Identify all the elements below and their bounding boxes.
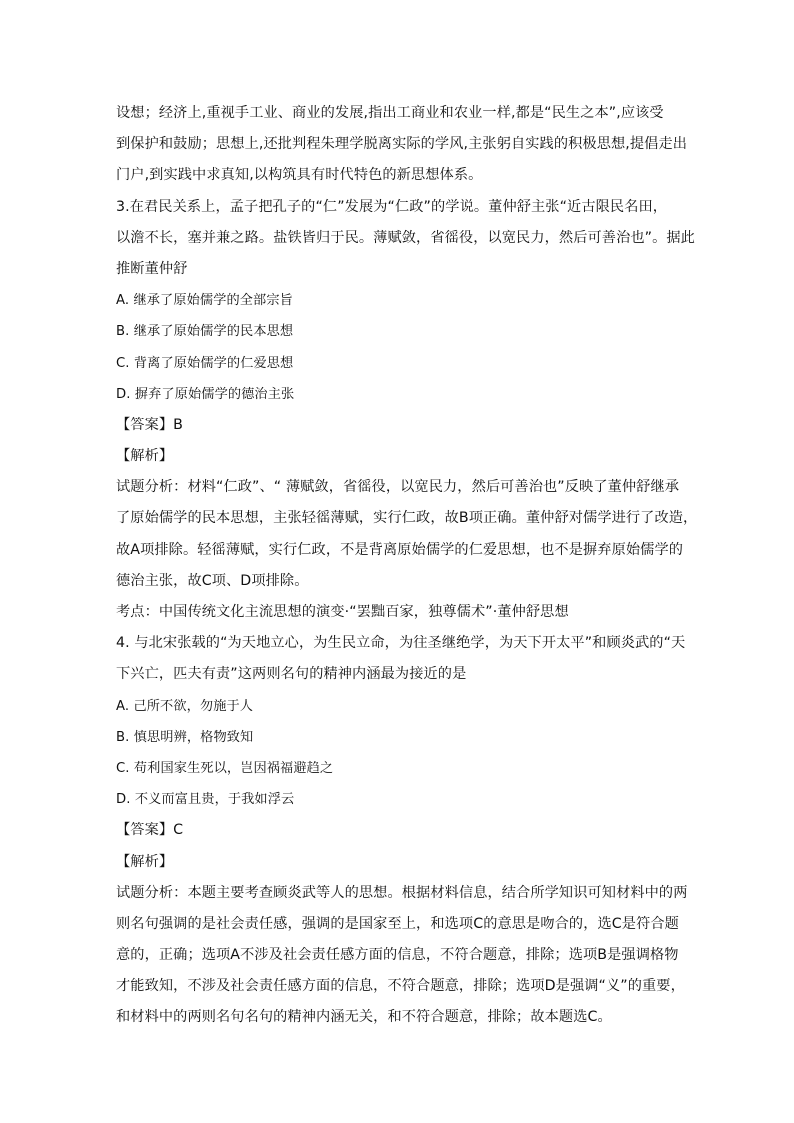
- question-3-option-b: B. 继承了原始儒学的民本思想: [116, 324, 294, 340]
- question-4-analysis: 和材料中的两则名句名句的精神内涵无关，和不符合题意，排除；故本题选C。: [116, 1009, 612, 1026]
- question-4-analysis: 才能致知，不涉及社会责任感方面的信息，不符合题意，排除；选项D是强调“义”的重要，: [116, 978, 685, 995]
- question-3-stem: 以澹不长，塞并兼之路。盐铁皆归于民。薄赋敛，省徭役，以宽民力，然后可善治也”。据此: [116, 229, 695, 246]
- question-4-option-c: C. 苟利国家生死以，岂因祸福避趋之: [116, 760, 334, 776]
- text-line: 门户,到实践中求真知,以构筑具有时代特色的新思想体系。: [116, 167, 483, 184]
- question-3-stem: 推断董仲舒: [116, 260, 188, 277]
- question-4-analysis: 则名句强调的是社会责任感，强调的是国家至上，和选项C的意思是吻合的，选C是符合题: [116, 915, 679, 932]
- question-3-knowledge-point: 考点：中国传统文化主流思想的演变·“罢黜百家，独尊儒术”·董仲舒思想: [116, 604, 569, 620]
- question-3-option-d: D. 摒弃了原始儒学的德治主张: [116, 386, 295, 402]
- question-3-option-a: A. 继承了原始儒学的全部宗旨: [116, 293, 293, 309]
- question-4-answer: 【答案】C: [116, 822, 184, 839]
- question-4-option-d: D. 不义而富且贵，于我如浮云: [116, 792, 295, 808]
- question-3-answer: 【答案】B: [116, 416, 183, 433]
- text-line: 设想；经济上,重视手工业、商业的发展,指出工商业和农业一样,都是“民生之本”,应该受: [116, 105, 664, 121]
- question-4-option-b: B. 慎思明辨，格物致知: [116, 729, 254, 745]
- question-3-analysis: 德治主张，故C项、D项排除。: [116, 572, 309, 589]
- question-3-stem: 3.在君民关系上，孟子把孔子的“仁”发展为“仁政”的学说。董仲舒主张“近古限民名田，: [116, 198, 668, 215]
- question-4-stem: 4. 与北宋张载的“为天地立心，为生民立命，为往圣继绝学，为天下开太平”和顾炎武的“天: [116, 635, 686, 652]
- question-3-analysis: 了原始儒学的民本思想，主张轻徭薄赋，实行仁政，故B项正确。董仲舒对儒学进行了改造，: [116, 510, 698, 527]
- question-4-analysis-heading: 【解析】: [116, 853, 174, 870]
- text-line: 到保护和鼓励；思想上,还批判程朱理学脱离实际的学风,主张躬自实践的积极思想,提倡走出: [116, 136, 688, 153]
- question-4-analysis: 意的，正确；选项A不涉及社会责任感方面的信息，不符合题意，排除；选项B是强调格物: [116, 947, 679, 964]
- question-4-option-a: A. 己所不欲，勿施于人: [116, 698, 254, 714]
- question-4-analysis: 试题分析：本题主要考查顾炎武等人的思想。根据材料信息，结合所学知识可知材料中的两: [116, 884, 688, 901]
- question-4-stem: 下兴亡，匹夫有责”这两则名句的精神内涵最为接近的是: [116, 666, 467, 683]
- document-body: [116, 98, 698, 1034]
- question-3-analysis: 试题分析：材料“仁政”、“ 薄赋敛，省徭役，以宽民力，然后可善治也”反映了董仲舒继承: [116, 479, 680, 496]
- question-3-option-c: C. 背离了原始儒学的仁爱思想: [116, 355, 294, 371]
- question-3-analysis: 故A项排除。轻徭薄赋，实行仁政，不是背离原始儒学的仁爱思想，也不是摒弃原始儒学的: [116, 541, 684, 558]
- question-3-analysis-heading: 【解析】: [116, 448, 174, 465]
